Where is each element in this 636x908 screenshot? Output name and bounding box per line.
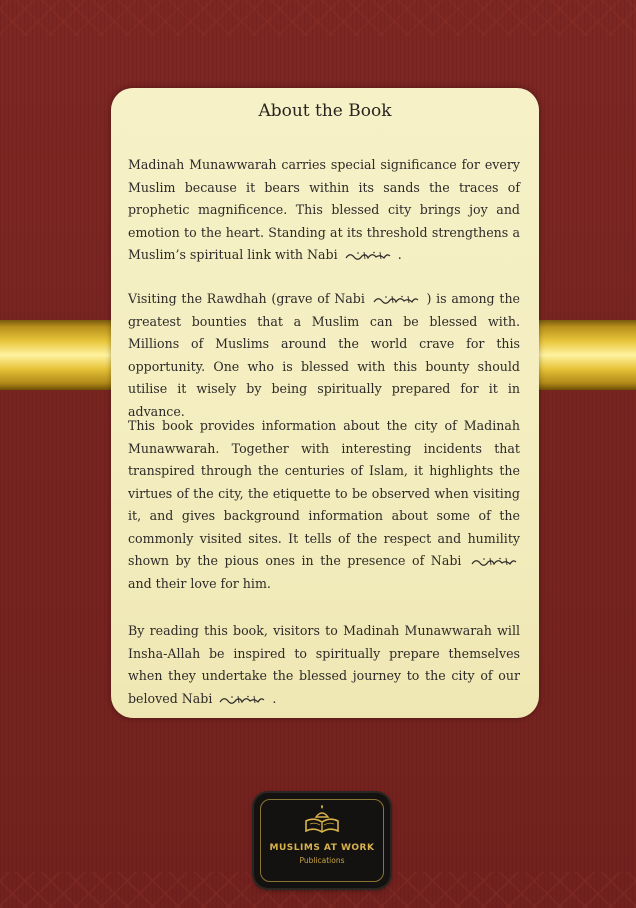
publisher-name: MUSLIMS AT WORK: [269, 843, 375, 853]
paragraph-2: Visiting the Rawdhah (grave of Nabi ) is among the greatest bounties that a Muslim can be blessed with. Millions of Muslims around the world crave for this opportunity. One who is blessed with this bounty should utilise it wisely by being spiritually prepared for it in advance.: [128, 291, 521, 419]
paragraph-1: Madinah Munawwarah carries special significance for every Muslim because it bears within its sands the traces of prophetic magnificence. This blessed city brings joy and emotion to the heart. Standing at its threshold strengthens a Muslim’s spiritual link with Nabi .: [128, 157, 520, 262]
publisher-logo: [254, 793, 390, 888]
salawat-calligraphy-icon: [344, 250, 392, 261]
paragraph-3: This book provides information about the city of Madinah Munawwarah. Together with interesting incidents that transpired through the centuries of Islam, it highlights the virtues of the city, the etiquette to be observed when visiting it, and gives background information about some of the commonly visited sites. It tells of the respect and humility shown by the pious ones in the presence of Nabi and their love for him.: [128, 418, 520, 591]
top-ornament-band: [0, 0, 636, 36]
salawat-calligraphy-icon: [470, 556, 518, 567]
open-book-lamp-icon: [302, 805, 342, 835]
salawat-calligraphy-icon: [372, 294, 420, 305]
salawat-calligraphy-icon: [218, 694, 266, 705]
panel-title: About the Book: [258, 101, 392, 121]
publisher-subtitle: Publications: [299, 856, 345, 865]
paragraph-4: By reading this book, visitors to Madinah Munawwarah will Insha-Allah be inspired to spiritually prepare themselves when they undertake the blessed journey to the city of our beloved Nabi .: [128, 623, 520, 706]
about-panel: [111, 88, 539, 718]
